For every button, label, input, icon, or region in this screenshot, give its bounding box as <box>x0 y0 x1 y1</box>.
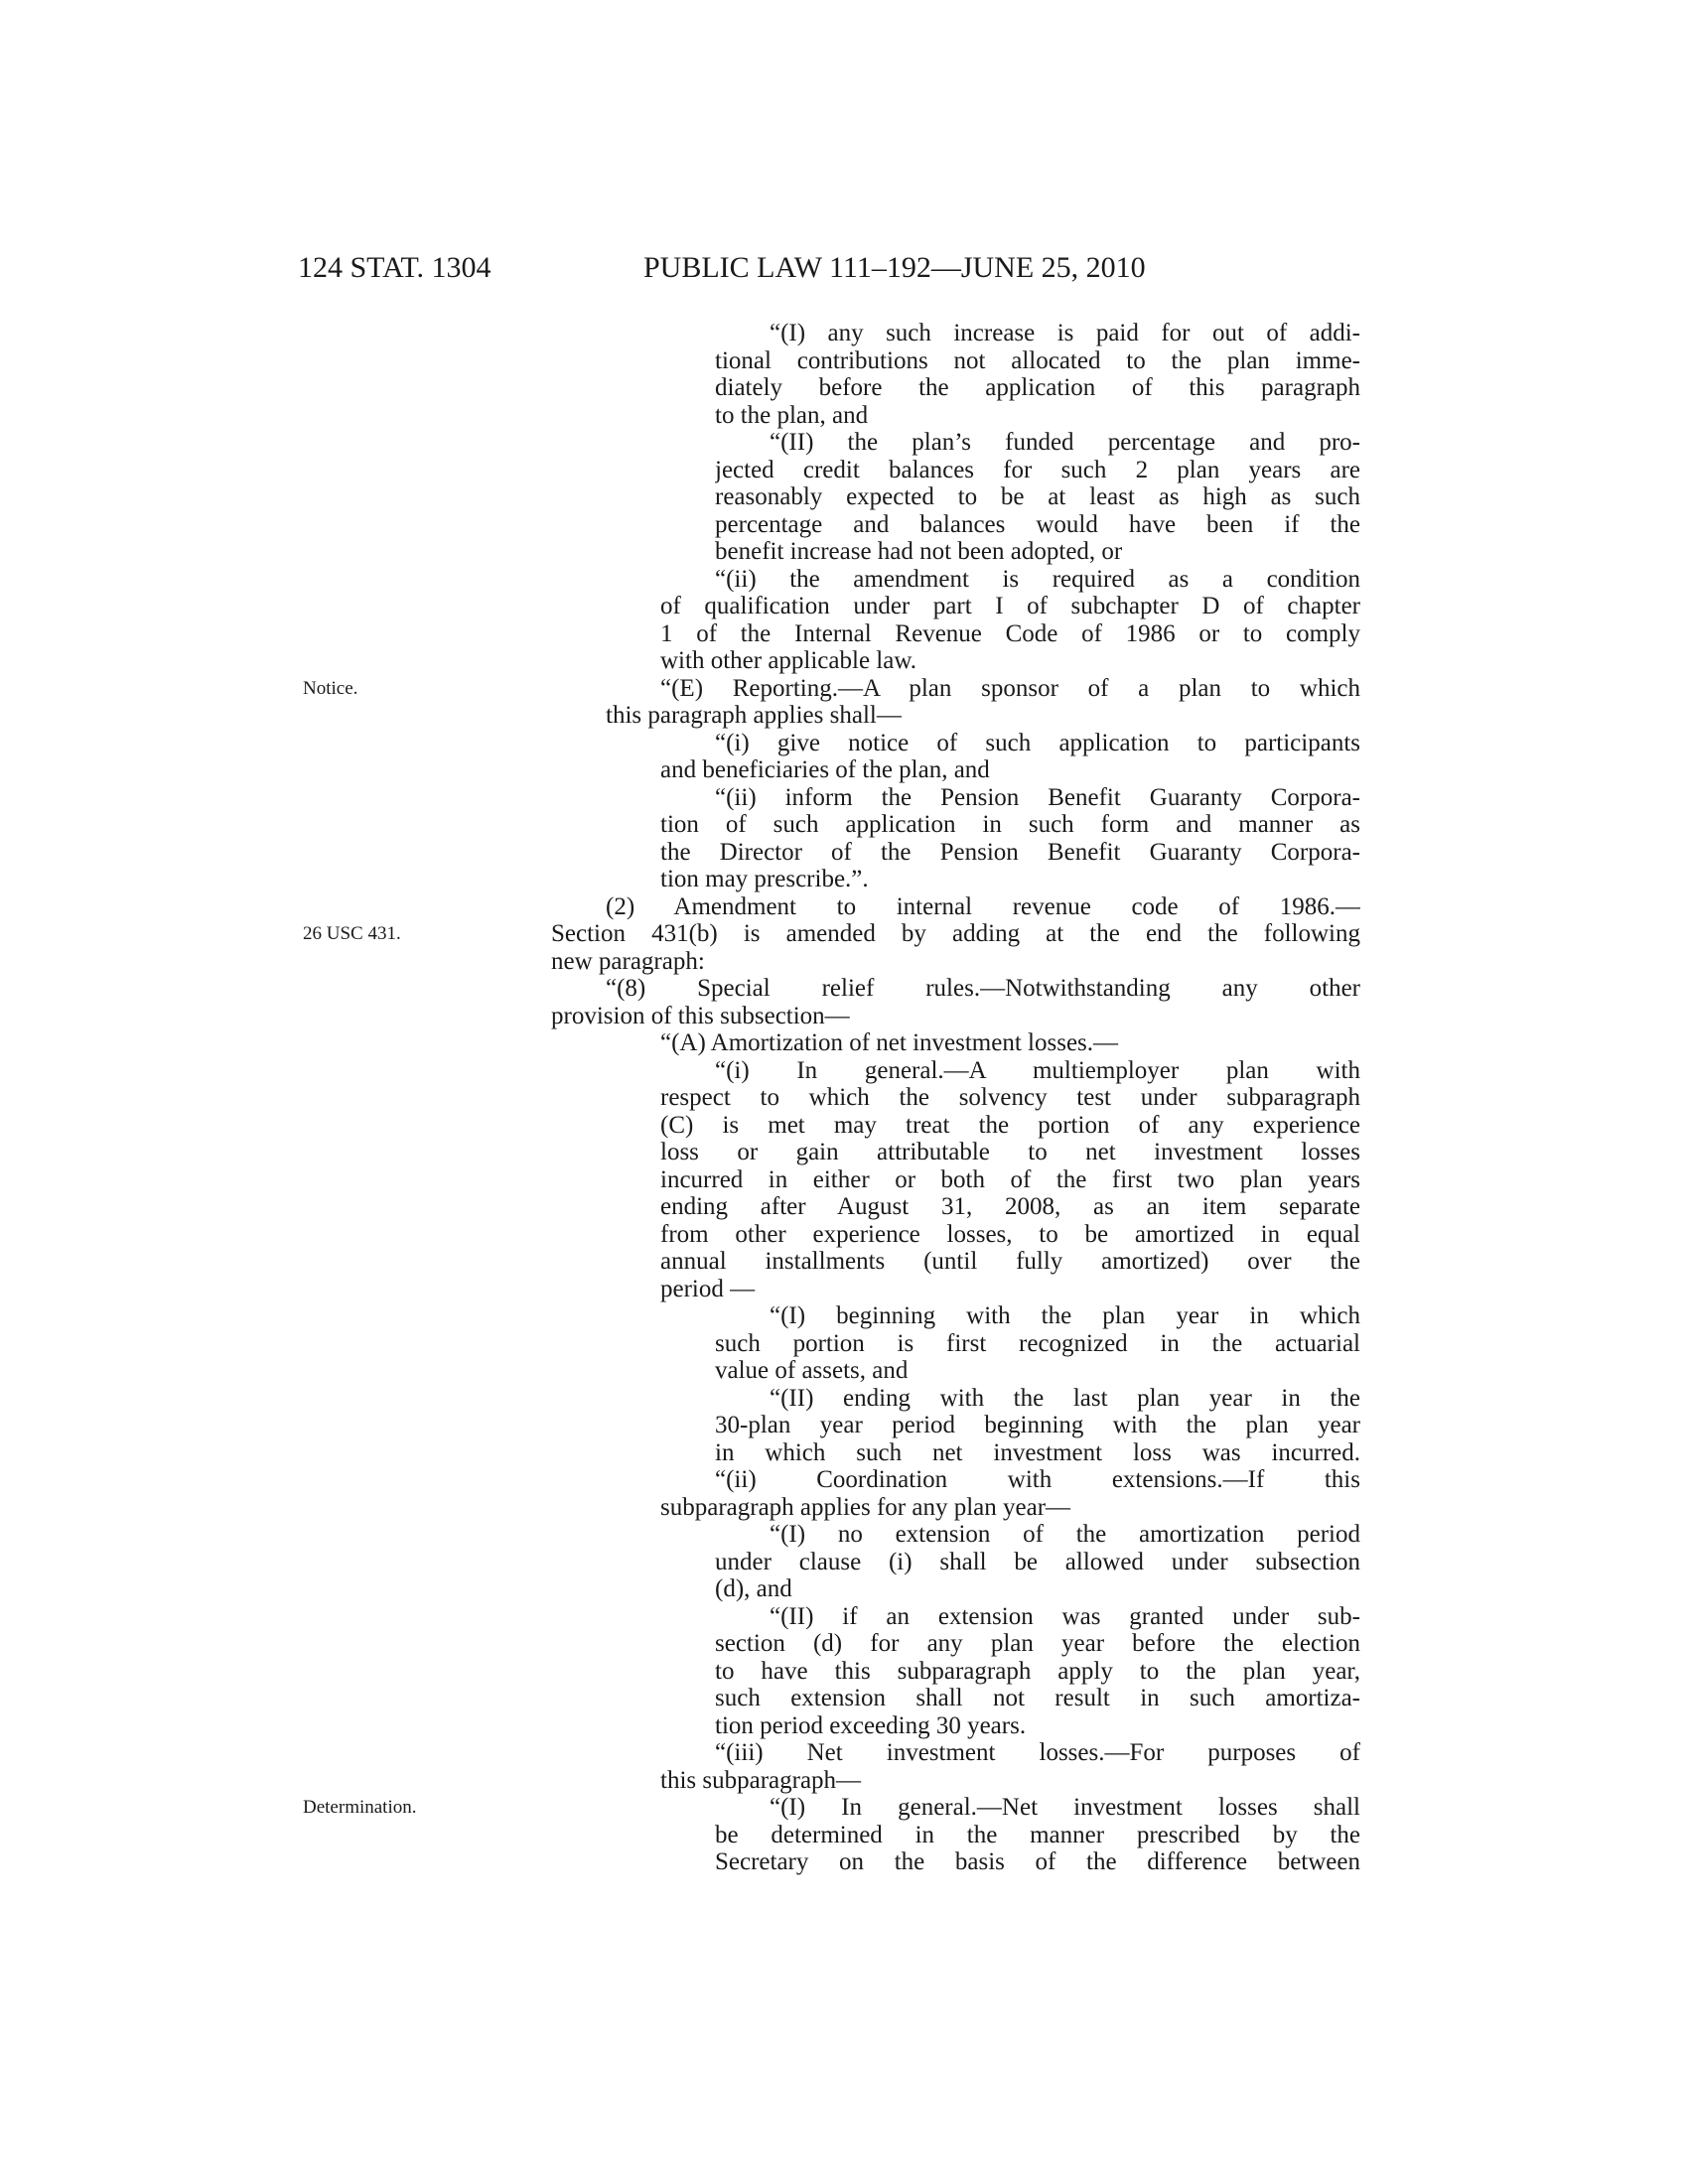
text-line <box>0 1549 1688 1576</box>
text-line-content: period — <box>660 1275 756 1302</box>
text-line-content: provision of this subsection— <box>551 1002 850 1029</box>
text-line <box>0 566 1688 594</box>
text-line-content: Section 431(b) is amended by adding at the end the following <box>551 920 1360 947</box>
text-line-content: (d), and <box>715 1575 792 1602</box>
text-line-content: “(iii) Net investment losses.—For purposes of <box>715 1739 1360 1766</box>
text-line <box>0 1767 1688 1795</box>
text-line <box>0 1575 1688 1603</box>
text-line-content: “(8) Special relief rules.—Notwithstanding any other <box>606 975 1360 1002</box>
text-line <box>0 1302 1688 1330</box>
text-line <box>0 1221 1688 1249</box>
text-line-content: (C) is met may treat the portion of any experience <box>660 1111 1360 1139</box>
text-line-content: tion period exceeding 30 years. <box>715 1711 1027 1739</box>
text-line <box>0 1685 1688 1712</box>
text-line-content: “(ii) the amendment is required as a condition <box>715 565 1360 593</box>
text-line <box>0 1466 1688 1494</box>
text-line-content: from other experience losses, to be amortized in equal <box>660 1220 1360 1248</box>
text-line <box>0 1029 1688 1057</box>
text-line-content: such portion is first recognized in the actuarial <box>715 1329 1360 1357</box>
text-line-content: 30-plan year period beginning with the plan year <box>715 1412 1360 1438</box>
text-line-content: and beneficiaries of the plan, and <box>660 756 990 783</box>
text-line <box>0 1712 1688 1740</box>
text-line <box>0 483 1688 511</box>
text-line-content: this paragraph applies shall— <box>606 702 902 729</box>
text-line-content: this subparagraph— <box>660 1766 862 1794</box>
text-line-content: “(I) no extension of the amortization period <box>770 1521 1360 1548</box>
text-line-content: section (d) for any plan year before the election <box>715 1630 1360 1657</box>
text-line-content: (2) Amendment to internal revenue code of 1986.— <box>606 892 1360 920</box>
text-line-content: “(A) Amortization of net investment losses.— <box>660 1029 1119 1056</box>
text-line <box>0 1357 1688 1385</box>
text-line <box>0 1630 1688 1658</box>
text-line <box>0 975 1688 1003</box>
text-line <box>0 538 1688 566</box>
text-line-content: incurred in either or both of the first two plan years <box>660 1165 1360 1193</box>
text-line-content: “(ii) Coordination with extensions.—If this <box>715 1466 1360 1493</box>
text-line-content: jected credit balances for such 2 plan years are <box>715 456 1360 483</box>
text-line <box>0 866 1688 893</box>
text-line <box>0 1412 1688 1439</box>
text-line-content: benefit increase had not been adopted, or <box>715 538 1123 565</box>
text-line-content: with other applicable law. <box>660 647 917 674</box>
text-line <box>0 702 1688 730</box>
margin-note: Notice. <box>303 677 358 699</box>
text-line-content: “(I) any such increase is paid for out of addi- <box>770 320 1360 346</box>
text-line-content: reasonably expected to be at least as high as such <box>715 483 1360 510</box>
text-line-content: “(II) the plan’s funded percentage and pro- <box>770 429 1360 456</box>
text-line <box>0 784 1688 812</box>
text-line <box>0 1057 1688 1085</box>
text-line-content: new paragraph: <box>551 947 705 975</box>
margin-note: Determination. <box>303 1797 417 1818</box>
text-line-content: in which such net investment loss was incurred. <box>715 1438 1360 1466</box>
text-line-content: subparagraph applies for any plan year— <box>660 1493 1071 1521</box>
text-line <box>0 948 1688 976</box>
text-line-content: diately before the application of this paragraph <box>715 374 1360 401</box>
text-line <box>0 620 1688 648</box>
text-line <box>0 1848 1688 1876</box>
text-line <box>0 1112 1688 1140</box>
text-line-content: “(II) if an extension was granted under sub- <box>770 1602 1360 1630</box>
text-line-content: such extension shall not result in such amortiza- <box>715 1685 1360 1711</box>
text-line <box>0 1658 1688 1686</box>
text-line <box>0 1166 1688 1194</box>
text-line <box>0 1276 1688 1303</box>
text-line <box>0 1248 1688 1276</box>
text-line <box>0 1084 1688 1112</box>
text-line <box>0 839 1688 867</box>
text-line-content: percentage and balances would have been if the <box>715 510 1360 538</box>
text-line-content: to have this subparagraph apply to the plan year, <box>715 1657 1360 1685</box>
margin-note: 26 USC 431. <box>303 923 401 944</box>
text-line <box>0 593 1688 620</box>
text-line <box>0 1494 1688 1522</box>
page-number-header: 124 STAT. 1304 <box>298 251 492 284</box>
text-line-content: “(i) give notice of such application to participants <box>715 729 1360 756</box>
text-line <box>0 1003 1688 1030</box>
text-line <box>0 402 1688 430</box>
text-line-content: of qualification under part I of subchapter D of chapter <box>660 593 1360 619</box>
text-line-content: “(II) ending with the last plan year in the <box>770 1384 1360 1412</box>
text-line-content: “(E) Reporting.—A plan sponsor of a plan to which <box>660 674 1360 702</box>
text-line <box>0 1603 1688 1631</box>
text-line <box>0 1739 1688 1767</box>
text-line <box>0 1439 1688 1467</box>
text-line-content: “(I) beginning with the plan year in which <box>770 1302 1360 1329</box>
text-line-content: tion of such application in such form and manner as <box>660 811 1360 838</box>
text-line-content: annual installments (until fully amortized) over the <box>660 1248 1360 1275</box>
text-line <box>0 675 1688 703</box>
text-line <box>0 811 1688 839</box>
text-line <box>0 347 1688 375</box>
text-line <box>0 1385 1688 1413</box>
text-line-content: 1 of the Internal Revenue Code of 1986 or to comply <box>660 619 1360 647</box>
text-line-content: “(i) In general.—A multiemployer plan with <box>715 1056 1360 1084</box>
text-line-content: Secretary on the basis of the difference between <box>715 1848 1360 1875</box>
text-line-content: to the plan, and <box>715 401 869 429</box>
text-line <box>0 893 1688 921</box>
text-line-content: respect to which the solvency test under subparagraph <box>660 1084 1360 1111</box>
text-line-content: “(I) In general.—Net investment losses shall <box>770 1794 1360 1821</box>
text-line <box>0 1794 1688 1822</box>
text-line <box>0 1139 1688 1166</box>
text-line-content: value of assets, and <box>715 1357 909 1384</box>
text-line <box>0 1822 1688 1849</box>
running-title-header: PUBLIC LAW 111–192—JUNE 25, 2010 <box>643 251 1146 284</box>
text-line-content: “(ii) inform the Pension Benefit Guaranty Corpora- <box>715 783 1360 811</box>
text-line <box>0 374 1688 402</box>
text-line-content: be determined in the manner prescribed by the <box>715 1821 1360 1848</box>
text-line-content: tion may prescribe.”. <box>660 866 869 892</box>
text-line-content: under clause (i) shall be allowed under subsection <box>715 1548 1360 1575</box>
text-line-content: ending after August 31, 2008, as an item separate <box>660 1193 1360 1220</box>
text-line <box>0 511 1688 539</box>
text-line <box>0 647 1688 675</box>
text-line <box>0 429 1688 457</box>
text-line <box>0 920 1688 948</box>
text-line <box>0 756 1688 784</box>
text-line <box>0 1330 1688 1358</box>
text-line-content: the Director of the Pension Benefit Guaranty Corpora- <box>660 838 1360 866</box>
text-line <box>0 457 1688 484</box>
statute-body <box>0 320 1688 1876</box>
text-line <box>0 1521 1688 1549</box>
text-line <box>0 320 1688 347</box>
text-line-content: loss or gain attributable to net investment losses <box>660 1139 1360 1165</box>
text-line <box>0 1193 1688 1221</box>
text-line <box>0 730 1688 757</box>
text-line-content: tional contributions not allocated to the plan imme- <box>715 346 1360 374</box>
